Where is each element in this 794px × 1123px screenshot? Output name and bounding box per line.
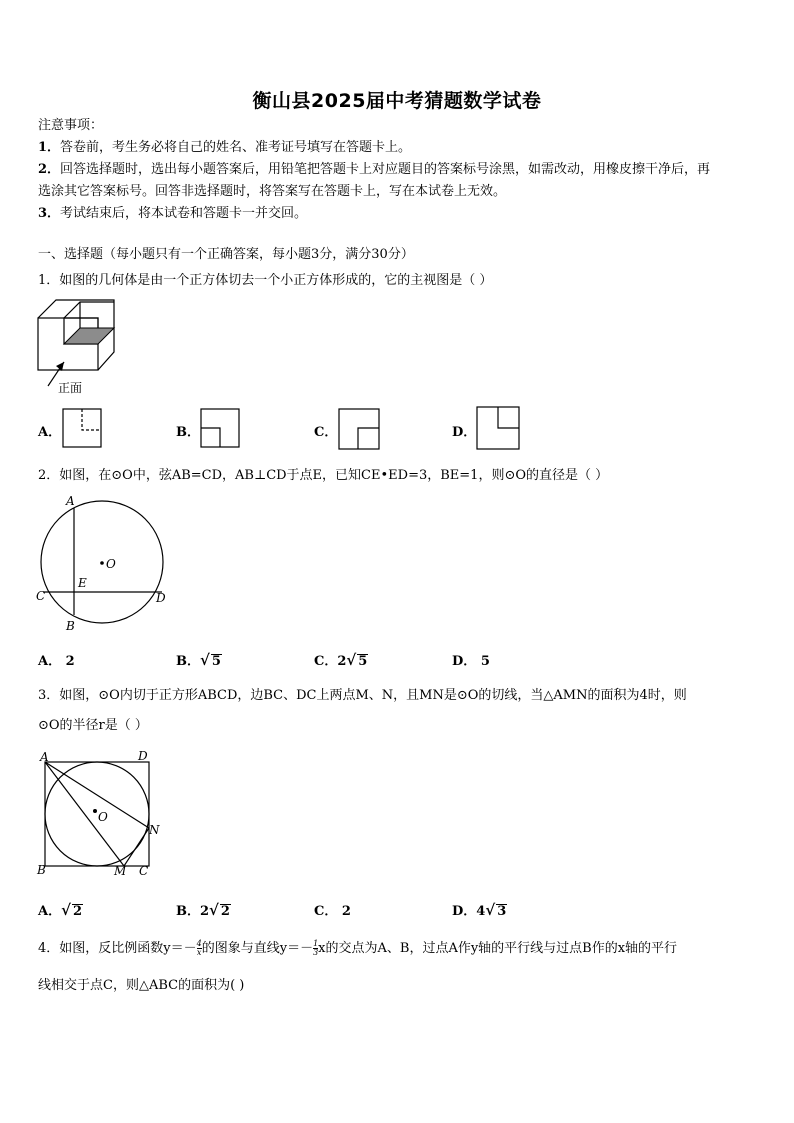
notice-item-num: 2． bbox=[38, 162, 61, 177]
svg-text:B: B bbox=[66, 619, 75, 633]
q3-stem-line2: ⊙O的半径r是（ ） bbox=[38, 718, 148, 733]
q1-stem: 1．如图的几何体是由一个正方体切去一个小正方体形成的，它的主视图是（ ） bbox=[38, 273, 493, 288]
svg-text:D: D bbox=[156, 591, 166, 605]
cube-cut-floor bbox=[64, 328, 114, 344]
svg-text:C: C bbox=[139, 864, 149, 878]
q3-option-c: C． 2 bbox=[314, 904, 351, 919]
segment-an bbox=[45, 762, 149, 828]
notice-item-num: 1． bbox=[38, 140, 61, 155]
q4-stem-line2: 线相交于点C，则△ABC的面积为( ) bbox=[38, 978, 245, 993]
q3-square-figure bbox=[34, 748, 164, 880]
section-heading: 一、选择题（每小题只有一个正确答案，每小题3分，满分30分） bbox=[38, 247, 414, 262]
svg-text:M: M bbox=[114, 864, 127, 878]
q4-stem-line1: 4．如图，反比例函数y＝－ $\frac{4}{x}$ 的图象与直线y＝－ $\frac{1}{3}$ x的交点为A、B，过点A作y轴的平行线与过点B作的x轴的平行 bbox=[38, 939, 678, 957]
notice-item-3 bbox=[38, 203, 307, 225]
segment-mn bbox=[124, 828, 149, 866]
q3-option-d: D．4√ 3 bbox=[452, 901, 507, 919]
center-point bbox=[93, 809, 97, 813]
svg-text:A: A bbox=[40, 750, 49, 764]
svg-text:D: D bbox=[138, 749, 148, 763]
q2-stem: 2．如图，在⊙O中，弦AB=CD，AB⊥CD于点E，已知CE•ED=3，BE=1，则⊙O的直径是（ ） bbox=[38, 468, 609, 483]
svg-text:O: O bbox=[106, 557, 116, 571]
svg-text:O: O bbox=[98, 810, 108, 824]
q1-option-c-figure bbox=[338, 408, 380, 450]
q1-option-d-figure bbox=[476, 406, 520, 450]
notice-item-text: 答卷前，考生务必将自己的姓名、准考证号填写在答题卡上。 bbox=[60, 140, 412, 155]
q2-circle-figure bbox=[34, 494, 174, 636]
q1-option-b: B． bbox=[176, 425, 200, 440]
q2-option-b: B．√ 5 bbox=[176, 651, 221, 669]
fraction-4-over-x: $\frac{4}{x}$ bbox=[196, 939, 202, 957]
notice-heading: 注意事项： bbox=[38, 118, 104, 133]
svg-text:N: N bbox=[149, 823, 160, 837]
notice-item-2-cont: 选涂其它答案标号。回答非选择题时，将答案写在答题卡上，写在本试卷上无效。 bbox=[38, 184, 507, 199]
page-title: 衡山县2025届中考猜题数学试卷 bbox=[252, 90, 542, 112]
svg-text:B: B bbox=[37, 863, 46, 877]
q3-option-a: A．√ 2 bbox=[38, 901, 82, 919]
q2-option-a: A． 2 bbox=[38, 654, 75, 669]
q1-option-a: A． bbox=[38, 425, 62, 440]
notice-item-text: 回答选择题时，选出每小题答案后，用铅笔把答题卡上对应题目的答案标号涂黑，如需改动，用橡皮擦干净后，再 bbox=[60, 162, 711, 177]
q2-option-d: D． 5 bbox=[452, 654, 490, 669]
notice-item-1 bbox=[38, 137, 411, 159]
q1-option-c: C． bbox=[314, 425, 338, 440]
q1-option-b-figure bbox=[200, 408, 240, 448]
q3-option-b: B．2√ 2 bbox=[176, 901, 230, 919]
front-label: 正面 bbox=[58, 381, 83, 395]
q1-cube-figure bbox=[36, 298, 116, 396]
svg-text:A: A bbox=[66, 494, 75, 508]
notice-item-num: 3． bbox=[38, 206, 61, 221]
segment-am bbox=[45, 762, 124, 866]
incircle-o bbox=[45, 762, 149, 866]
notice-item-text: 考试结束后，将本试卷和答题卡一并交回。 bbox=[60, 206, 308, 221]
q3-stem-line1: 3．如图，⊙O内切于正方形ABCD，边BC、DC上两点M、N，且MN是⊙O的切线，当△AMN的面积为4时，则 bbox=[38, 688, 687, 703]
svg-text:C: C bbox=[36, 589, 46, 603]
svg-text:E: E bbox=[78, 576, 87, 590]
notice-item-2 bbox=[38, 159, 710, 181]
q1-option-d: D． bbox=[452, 425, 477, 440]
q2-option-c: C．2√ 5 bbox=[314, 651, 368, 669]
fraction-1-over-3: $\frac{1}{3}$ bbox=[313, 939, 319, 957]
q1-option-a-figure bbox=[62, 408, 102, 448]
center-point bbox=[100, 561, 104, 565]
